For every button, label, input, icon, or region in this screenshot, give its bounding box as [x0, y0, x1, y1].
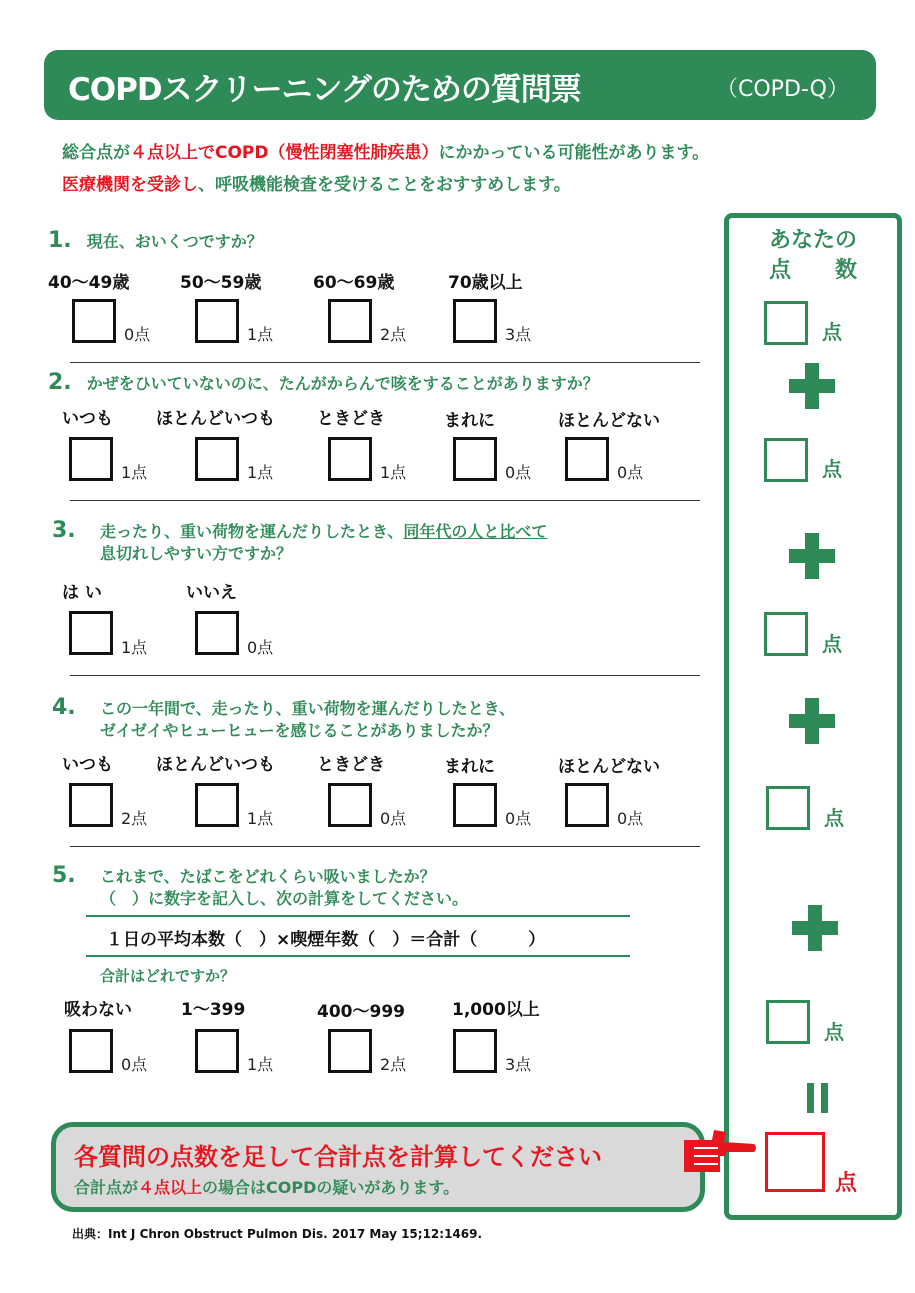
question-text-underlined: 同年代の人と比べて: [403, 522, 548, 541]
divider: [70, 500, 700, 501]
points-label: 1点: [247, 809, 274, 828]
checkbox[interactable]: [69, 611, 113, 655]
option-label: 60～69歳: [313, 273, 395, 293]
score-box-q4[interactable]: [766, 786, 810, 830]
question-text: この一年間で、走ったり、重い荷物を運んだりしたとき、: [100, 699, 516, 718]
question-1: [48, 228, 263, 253]
points-label: 0点: [121, 1055, 148, 1074]
intro-highlight: ４点以上で: [130, 143, 215, 163]
page-title: COPDスクリーニングのための質問票: [68, 72, 581, 108]
checkbox[interactable]: [453, 437, 497, 481]
checkbox[interactable]: [195, 1029, 239, 1073]
option-label: 1～399: [181, 1000, 246, 1020]
checkbox[interactable]: [69, 783, 113, 827]
score-box-q1[interactable]: [764, 301, 808, 345]
score-point-label: 点: [824, 1020, 844, 1044]
total-note-threshold: ４点以上: [138, 1178, 203, 1197]
option-label: 40～49歳: [48, 273, 130, 293]
question-text: かぜをひいていないのに、たんがからんで咳をすることがありますか？: [86, 374, 599, 393]
plus-icon: [789, 363, 835, 409]
checkbox[interactable]: [72, 299, 116, 343]
question-text-line-2: 息切れしやすい方ですか？: [100, 544, 293, 563]
calculation-formula: １日の平均本数（ ）×喫煙年数（ ）＝合計（ ）: [106, 930, 546, 950]
option-label: 吸わない: [64, 1000, 132, 1020]
points-label: 1点: [247, 1055, 274, 1074]
score-point-label: 点: [822, 320, 842, 344]
question-text-line-2: （ ）に数字を記入し、次の計算をしてください。: [100, 889, 469, 908]
option-label: まれに: [444, 757, 495, 777]
option-label: 50～59歳: [180, 273, 262, 293]
score-panel-header: [724, 226, 902, 286]
option-label: ほとんどない: [558, 411, 660, 431]
checkbox[interactable]: [453, 299, 497, 343]
score-box-q5[interactable]: [766, 1000, 810, 1044]
total-note: [74, 1175, 459, 1198]
intro-disease: COPD（慢性閉塞性肺疾患）: [215, 143, 439, 163]
question-number: 5.: [52, 863, 76, 888]
intro-text: 、呼吸機能検査を受けることをおすすめします。: [198, 175, 571, 195]
total-instruction: 各質問の点数を足して合計点を計算してください: [74, 1143, 602, 1171]
points-label: 1点: [247, 463, 274, 482]
total-score-box[interactable]: [765, 1132, 825, 1192]
option-label: ほとんどいつも: [156, 755, 275, 775]
option-label: まれに: [444, 411, 495, 431]
question-text: [100, 521, 547, 543]
option-label: ほとんどいつも: [156, 409, 275, 429]
option-label: いつも: [62, 409, 113, 429]
question-4: [52, 695, 76, 720]
sub-question: 合計はどれですか？: [100, 967, 236, 985]
score-header-line: 点 数: [768, 258, 857, 283]
points-label: 2点: [380, 1055, 407, 1074]
total-instruction-box: [51, 1122, 705, 1212]
title-bar: [44, 50, 876, 120]
question-number: 1.: [48, 228, 72, 253]
question-5: [52, 863, 76, 888]
score-point-label: 点: [822, 632, 842, 656]
points-label: 0点: [617, 809, 644, 828]
points-label: 1点: [121, 638, 148, 657]
points-label: 3点: [505, 1055, 532, 1074]
equals-icon: [807, 1083, 829, 1113]
divider: [70, 846, 700, 847]
question-text-line-2: ゼイゼイやヒューヒューを感じることがありましたか？: [100, 721, 499, 740]
checkbox[interactable]: [453, 783, 497, 827]
points-label: 2点: [380, 325, 407, 344]
checkbox[interactable]: [565, 437, 609, 481]
pointing-hand-icon: [680, 1126, 758, 1178]
checkbox[interactable]: [195, 437, 239, 481]
points-label: 1点: [247, 325, 274, 344]
checkbox[interactable]: [565, 783, 609, 827]
total-note-text: の場合はCOPDの疑いがあります。: [202, 1178, 460, 1197]
option-label: いいえ: [186, 583, 237, 603]
checkbox[interactable]: [328, 299, 372, 343]
question-number: 4.: [52, 695, 76, 720]
question-text: これまで、たばこをどれくらい吸いましたか？: [100, 867, 436, 886]
intro-text: 総合点が: [62, 143, 130, 163]
checkbox[interactable]: [328, 437, 372, 481]
question-text: 現在、おいくつですか？: [86, 232, 263, 251]
points-label: 0点: [124, 325, 151, 344]
plus-icon: [789, 698, 835, 744]
points-label: 2点: [121, 809, 148, 828]
checkbox[interactable]: [69, 1029, 113, 1073]
points-label: 0点: [247, 638, 274, 657]
question-2: [48, 370, 599, 395]
option-label: いつも: [62, 755, 113, 775]
checkbox[interactable]: [195, 299, 239, 343]
question-number: 2.: [48, 370, 72, 395]
checkbox[interactable]: [195, 611, 239, 655]
score-point-label: 点: [822, 457, 842, 481]
smoking-calculation: [86, 915, 630, 957]
question-text-part: 走ったり、重い荷物を運んだりしたとき、: [100, 522, 404, 541]
score-box-q3[interactable]: [764, 612, 808, 656]
question-number: 3.: [52, 518, 76, 543]
option-label: 1,000以上: [452, 1000, 540, 1020]
intro-text: にかかっている可能性があります。: [438, 143, 710, 163]
score-point-label: 点: [824, 806, 844, 830]
citation: 出典：Int J Chron Obstruct Pulmon Dis. 2017 May 15;12:1469.: [72, 1227, 483, 1241]
checkbox[interactable]: [69, 437, 113, 481]
checkbox[interactable]: [328, 1029, 372, 1073]
question-3: [52, 518, 76, 543]
points-label: 0点: [505, 809, 532, 828]
option-label: 70歳以上: [448, 273, 523, 293]
plus-icon: [792, 905, 838, 951]
points-label: 1点: [380, 463, 407, 482]
intro-line-2: [62, 170, 571, 195]
points-label: 0点: [505, 463, 532, 482]
points-label: 0点: [617, 463, 644, 482]
intro-line-1: [62, 138, 709, 163]
points-label: 0点: [380, 809, 407, 828]
plus-icon: [789, 533, 835, 579]
score-box-q2[interactable]: [764, 438, 808, 482]
page-subtitle: （COPD-Q）: [716, 77, 849, 102]
option-label: は い: [62, 583, 102, 603]
score-header-line: あなたの: [768, 228, 857, 253]
total-score-point-label: 点: [835, 1171, 858, 1196]
checkbox[interactable]: [328, 783, 372, 827]
intro-highlight: 医療機関を受診し: [62, 175, 198, 195]
total-note-text: 合計点が: [74, 1178, 139, 1197]
option-label: 400～999: [317, 1002, 405, 1022]
checkbox[interactable]: [453, 1029, 497, 1073]
option-label: ほとんどない: [558, 757, 660, 777]
divider: [70, 362, 700, 363]
points-label: 1点: [121, 463, 148, 482]
checkbox[interactable]: [195, 783, 239, 827]
divider: [70, 675, 700, 676]
points-label: 3点: [505, 325, 532, 344]
option-label: ときどき: [317, 409, 385, 429]
option-label: ときどき: [317, 755, 385, 775]
